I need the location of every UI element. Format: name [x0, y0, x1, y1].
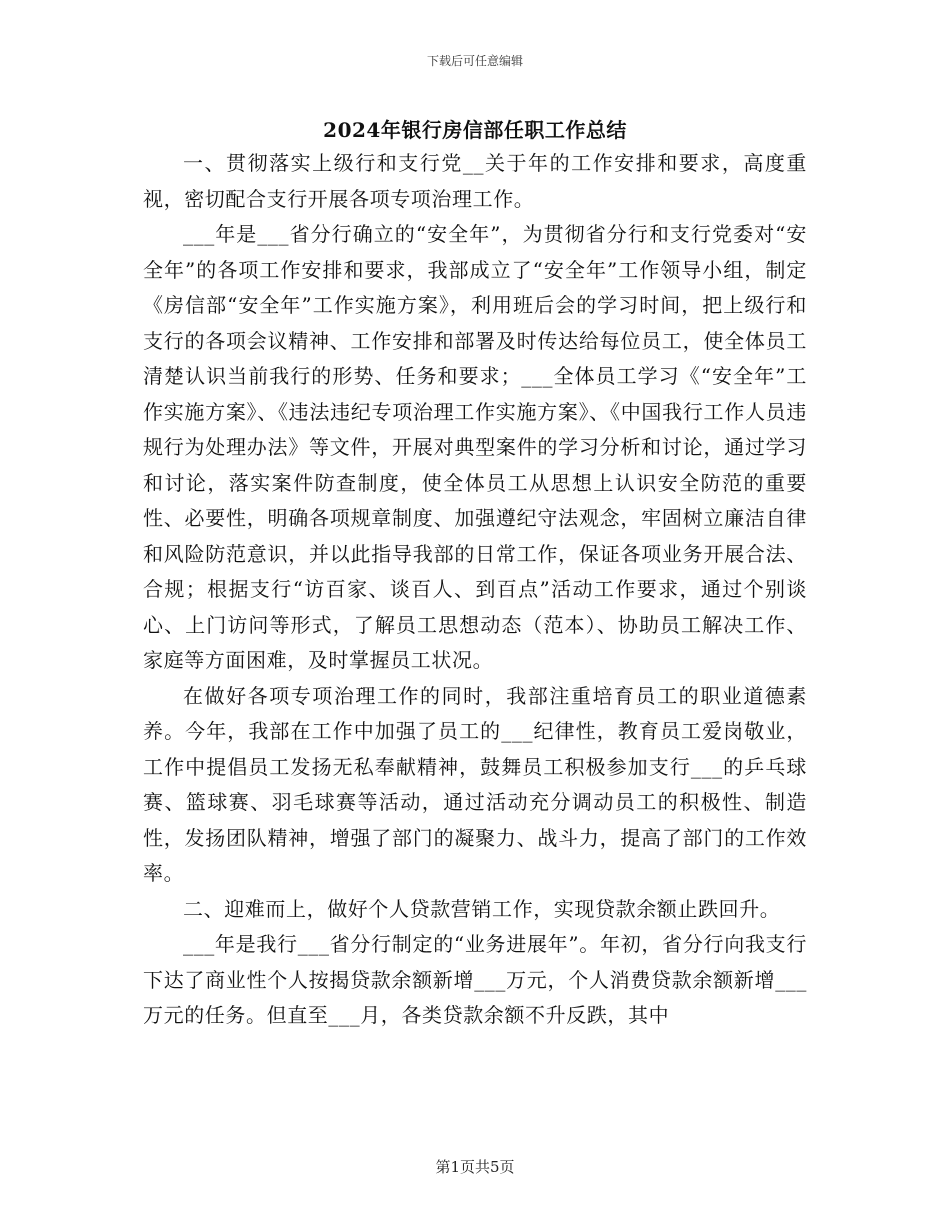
- paragraph-4: 二、迎难而上，做好个人贷款营销工作，实现贷款余额止跌回升。: [183, 896, 781, 921]
- document-title: 2024年银行房信部任职工作总结: [323, 118, 627, 142]
- paragraph-5: ___年是我行___省分行制定的“业务进展年”。年初，省分行向我支行下达了商业性个人按揭贷款余额新增___万元，个人消费贷款余额新增___万元的任务。但直至___月，各类贷款余额不升反跌，其中: [143, 932, 807, 1027]
- page-number: 第1页共5页: [435, 1158, 515, 1176]
- paragraph-2: ___年是___省分行确立的“安全年”，为贯彻省分行和支行党委对“安全年”的各项工作安排和要求，我部成立了“安全年”工作领导小组，制定《房信部“安全年”工作实施方案》，利用班后会的学习时间，把上级行和支行的各项会议精神、工作安排和部署及时传达给每位员工，使全体员工清楚认识当前我行的形势、任务和要求；___全体员工学习《“安全年”工作实施方案》、《违法违纪专项治理工作实施方案》、《中国我行工作人员违规行为处理办法》等文件，开展对典型案件的学习分析和讨论，通过学习和讨论，落实案件防查制度，使全体员工从思想上认识安全防范的重要性、必要性，明确各项规章制度、加强遵纪守法观念，牢固树立廉洁自律和风险防范意识，并以此指导我部的日常工作，保证各项业务开展合法、合规；根据支行“访百家、谈百人、到百点”活动工作要求，通过个别谈心、上门访问等形式，了解员工思想动态（范本）、协助员工解决工作、家庭等方面困难，及时掌握员工状况。: [143, 222, 807, 672]
- paragraph-1: 一、贯彻落实上级行和支行党__关于年的工作安排和要求，高度重视，密切配合支行开展各项专项治理工作。: [143, 151, 807, 211]
- document-body: [143, 146, 807, 1034]
- header-note: 下载后可任意编辑: [426, 54, 523, 68]
- paragraph-3: 在做好各项专项治理工作的同时，我部注重培育员工的职业道德素养。今年，我部在工作中加强了员工的___纪律性，教育员工爱岗敬业，工作中提倡员工发扬无私奉献精神，鼓舞员工积极参加支行___的乒乓球赛、篮球赛、羽毛球赛等活动，通过活动充分调动员工的积极性、制造性，发扬团队精神，增强了部门的凝聚力、战斗力，提高了部门的工作效率。: [143, 683, 807, 885]
